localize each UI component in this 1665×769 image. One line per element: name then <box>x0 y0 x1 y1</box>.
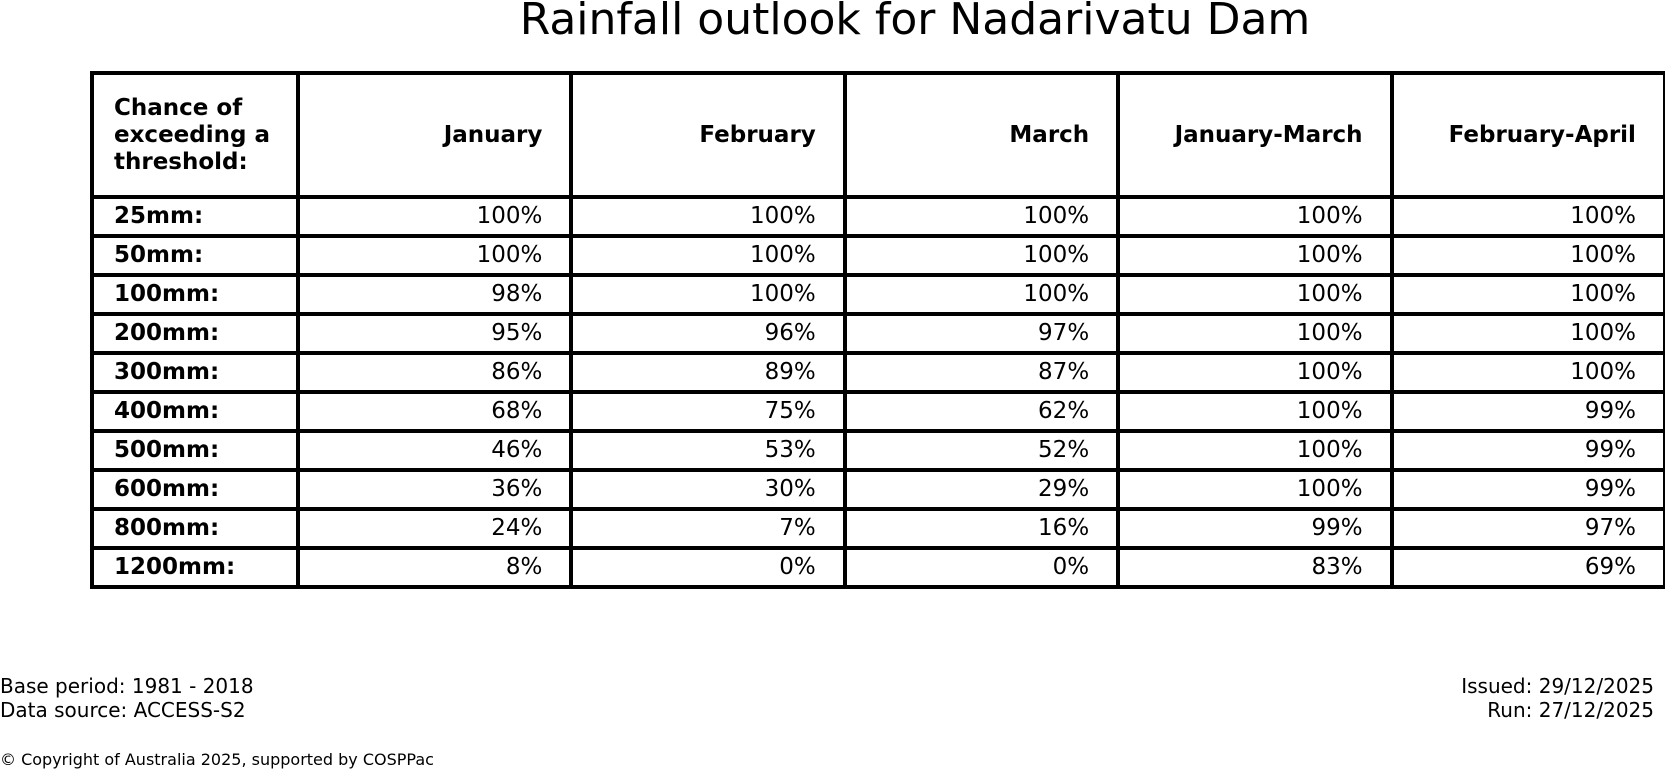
probability-cell: 87% <box>845 353 1118 392</box>
column-header: January-March <box>1118 73 1391 197</box>
probability-cell: 0% <box>571 548 844 587</box>
copyright-notice: © Copyright of Australia 2025, supported by COSPPac <box>0 750 434 769</box>
table-body <box>92 197 1665 587</box>
probability-cell: 97% <box>845 314 1118 353</box>
probability-cell: 100% <box>1118 470 1391 509</box>
probability-cell: 24% <box>298 509 571 548</box>
threshold-label: 1200mm: <box>92 548 298 587</box>
base-period: Base period: 1981 - 2018 <box>0 674 254 698</box>
footer-right <box>1461 674 1654 722</box>
probability-cell: 100% <box>1118 392 1391 431</box>
table-row <box>92 548 1665 587</box>
issued-date: Issued: 29/12/2025 <box>1461 674 1654 698</box>
probability-cell: 95% <box>298 314 571 353</box>
probability-cell: 52% <box>845 431 1118 470</box>
threshold-label: 100mm: <box>92 275 298 314</box>
probability-cell: 46% <box>298 431 571 470</box>
table-row <box>92 353 1665 392</box>
probability-cell: 99% <box>1392 470 1665 509</box>
corner-label: Chance of exceeding a threshold: <box>92 73 298 197</box>
probability-cell: 100% <box>1118 236 1391 275</box>
table-row <box>92 431 1665 470</box>
column-header: March <box>845 73 1118 197</box>
probability-cell: 75% <box>571 392 844 431</box>
probability-cell: 53% <box>571 431 844 470</box>
threshold-label: 500mm: <box>92 431 298 470</box>
probability-cell: 7% <box>571 509 844 548</box>
probability-cell: 100% <box>1392 314 1665 353</box>
probability-cell: 100% <box>1118 353 1391 392</box>
run-date: Run: 27/12/2025 <box>1487 698 1654 722</box>
probability-cell: 100% <box>298 197 571 236</box>
probability-cell: 100% <box>1392 197 1665 236</box>
probability-cell: 86% <box>298 353 571 392</box>
data-source: Data source: ACCESS-S2 <box>0 698 246 722</box>
probability-cell: 100% <box>1392 275 1665 314</box>
probability-cell: 97% <box>1392 509 1665 548</box>
table-header-row <box>92 73 1665 197</box>
probability-cell: 100% <box>298 236 571 275</box>
probability-cell: 100% <box>1118 197 1391 236</box>
rainfall-outlook-table <box>90 71 1665 589</box>
probability-cell: 100% <box>1118 275 1391 314</box>
probability-cell: 96% <box>571 314 844 353</box>
probability-cell: 99% <box>1392 392 1665 431</box>
table-row <box>92 392 1665 431</box>
probability-cell: 29% <box>845 470 1118 509</box>
table-row <box>92 470 1665 509</box>
probability-cell: 100% <box>571 236 844 275</box>
threshold-label: 50mm: <box>92 236 298 275</box>
probability-cell: 62% <box>845 392 1118 431</box>
threshold-label: 25mm: <box>92 197 298 236</box>
probability-cell: 69% <box>1392 548 1665 587</box>
probability-cell: 16% <box>845 509 1118 548</box>
threshold-label: 800mm: <box>92 509 298 548</box>
probability-cell: 100% <box>845 197 1118 236</box>
probability-cell: 98% <box>298 275 571 314</box>
probability-cell: 100% <box>571 275 844 314</box>
probability-cell: 100% <box>1118 314 1391 353</box>
footer-left <box>0 674 254 722</box>
table-row <box>92 314 1665 353</box>
threshold-label: 300mm: <box>92 353 298 392</box>
probability-cell: 100% <box>1392 353 1665 392</box>
probability-cell: 99% <box>1118 509 1391 548</box>
threshold-label: 600mm: <box>92 470 298 509</box>
probability-cell: 99% <box>1392 431 1665 470</box>
probability-cell: 100% <box>1118 431 1391 470</box>
probability-cell: 68% <box>298 392 571 431</box>
probability-cell: 83% <box>1118 548 1391 587</box>
probability-cell: 36% <box>298 470 571 509</box>
probability-cell: 100% <box>571 197 844 236</box>
probability-cell: 30% <box>571 470 844 509</box>
table-row <box>92 509 1665 548</box>
probability-cell: 0% <box>845 548 1118 587</box>
column-header: January <box>298 73 571 197</box>
chart-title: Rainfall outlook for Nadarivatu Dam <box>519 0 1311 45</box>
threshold-label: 200mm: <box>92 314 298 353</box>
probability-cell: 100% <box>845 275 1118 314</box>
column-header: February <box>571 73 844 197</box>
probability-cell: 8% <box>298 548 571 587</box>
table-row <box>92 197 1665 236</box>
table-row <box>92 236 1665 275</box>
probability-cell: 89% <box>571 353 844 392</box>
threshold-label: 400mm: <box>92 392 298 431</box>
probability-cell: 100% <box>845 236 1118 275</box>
table-row <box>92 275 1665 314</box>
column-header: February-April <box>1392 73 1665 197</box>
probability-cell: 100% <box>1392 236 1665 275</box>
